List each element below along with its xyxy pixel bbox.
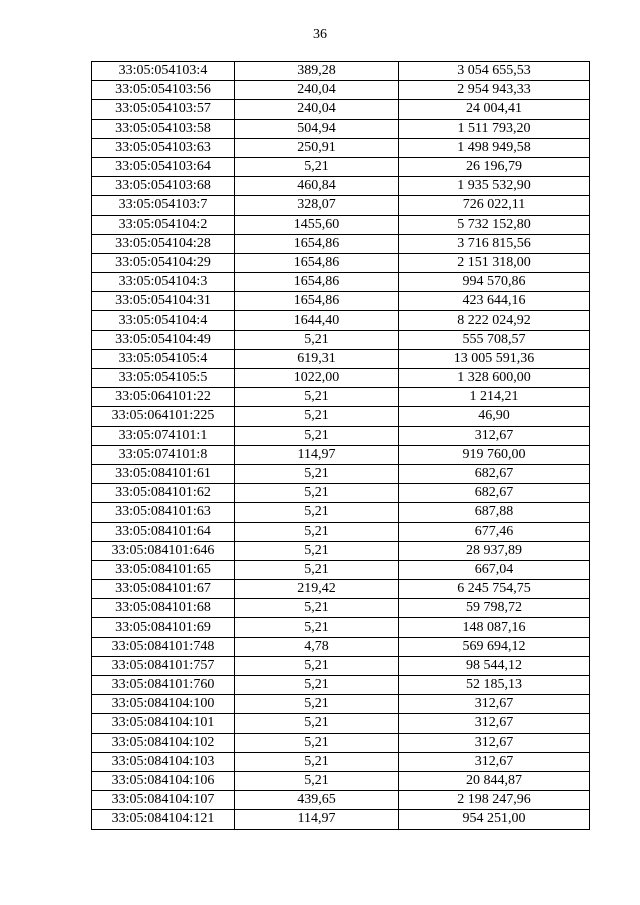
- cadastral-number-cell: 33:05:054103:56: [92, 81, 235, 100]
- cadastral-number-cell: 33:05:054103:63: [92, 138, 235, 157]
- value-cell: 2 954 943,33: [399, 81, 590, 100]
- value-cell: 13 005 591,36: [399, 349, 590, 368]
- table-row: [92, 292, 590, 311]
- value-cell: 98 544,12: [399, 656, 590, 675]
- area-cell: 504,94: [235, 119, 399, 138]
- value-cell: 312,67: [399, 426, 590, 445]
- cadastral-number-cell: 33:05:054104:31: [92, 292, 235, 311]
- cadastral-number-cell: 33:05:084104:106: [92, 771, 235, 790]
- area-cell: 1022,00: [235, 369, 399, 388]
- value-cell: 954 251,00: [399, 810, 590, 829]
- value-cell: 994 570,86: [399, 273, 590, 292]
- cadastral-number-cell: 33:05:054103:4: [92, 62, 235, 81]
- area-cell: 240,04: [235, 100, 399, 119]
- value-cell: 2 198 247,96: [399, 791, 590, 810]
- value-cell: 569 694,12: [399, 637, 590, 656]
- cadastral-number-cell: 33:05:054104:4: [92, 311, 235, 330]
- area-cell: 5,21: [235, 618, 399, 637]
- value-cell: 677,46: [399, 522, 590, 541]
- area-cell: 5,21: [235, 771, 399, 790]
- area-cell: 5,21: [235, 388, 399, 407]
- cadastral-number-cell: 33:05:064101:22: [92, 388, 235, 407]
- area-cell: 5,21: [235, 714, 399, 733]
- table-row: [92, 599, 590, 618]
- cadastral-number-cell: 33:05:054105:4: [92, 349, 235, 368]
- cadastral-number-cell: 33:05:084101:63: [92, 503, 235, 522]
- table-row: [92, 407, 590, 426]
- value-cell: 312,67: [399, 695, 590, 714]
- cadastral-number-cell: 33:05:084101:748: [92, 637, 235, 656]
- area-cell: 439,65: [235, 791, 399, 810]
- area-cell: 5,21: [235, 407, 399, 426]
- cadastral-number-cell: 33:05:084101:61: [92, 464, 235, 483]
- table-row: [92, 273, 590, 292]
- area-cell: 250,91: [235, 138, 399, 157]
- area-cell: 5,21: [235, 656, 399, 675]
- area-cell: 5,21: [235, 560, 399, 579]
- table-row: [92, 330, 590, 349]
- area-cell: 5,21: [235, 464, 399, 483]
- area-cell: 114,97: [235, 445, 399, 464]
- value-cell: 312,67: [399, 714, 590, 733]
- area-cell: 4,78: [235, 637, 399, 656]
- area-cell: 1654,86: [235, 292, 399, 311]
- value-cell: 2 151 318,00: [399, 253, 590, 272]
- area-cell: 240,04: [235, 81, 399, 100]
- value-cell: 919 760,00: [399, 445, 590, 464]
- cadastral-number-cell: 33:05:054104:3: [92, 273, 235, 292]
- area-cell: 5,21: [235, 330, 399, 349]
- table-row: [92, 157, 590, 176]
- area-cell: 219,42: [235, 580, 399, 599]
- cadastral-number-cell: 33:05:054103:58: [92, 119, 235, 138]
- value-cell: 687,88: [399, 503, 590, 522]
- table-row: [92, 311, 590, 330]
- table-row: [92, 580, 590, 599]
- area-cell: 5,21: [235, 541, 399, 560]
- table-row: [92, 388, 590, 407]
- cadastral-number-cell: 33:05:074101:1: [92, 426, 235, 445]
- table-row: [92, 196, 590, 215]
- cadastral-number-cell: 33:05:084101:69: [92, 618, 235, 637]
- value-cell: 555 708,57: [399, 330, 590, 349]
- value-cell: 28 937,89: [399, 541, 590, 560]
- area-cell: 389,28: [235, 62, 399, 81]
- table-row: [92, 464, 590, 483]
- cadastral-number-cell: 33:05:074101:8: [92, 445, 235, 464]
- area-cell: 1455,60: [235, 215, 399, 234]
- table-row: [92, 503, 590, 522]
- table-row: [92, 771, 590, 790]
- table-row: [92, 369, 590, 388]
- area-cell: 5,21: [235, 157, 399, 176]
- table-body: [92, 62, 590, 830]
- area-cell: 5,21: [235, 503, 399, 522]
- value-cell: 1 214,21: [399, 388, 590, 407]
- value-cell: 312,67: [399, 752, 590, 771]
- table-row: [92, 349, 590, 368]
- value-cell: 1 328 600,00: [399, 369, 590, 388]
- value-cell: 1 511 793,20: [399, 119, 590, 138]
- area-cell: 5,21: [235, 426, 399, 445]
- value-cell: 148 087,16: [399, 618, 590, 637]
- table-row: [92, 81, 590, 100]
- table-row: [92, 522, 590, 541]
- value-cell: 5 732 152,80: [399, 215, 590, 234]
- cadastral-number-cell: 33:05:084101:646: [92, 541, 235, 560]
- cadastral-number-cell: 33:05:084101:65: [92, 560, 235, 579]
- value-cell: 682,67: [399, 484, 590, 503]
- value-cell: 20 844,87: [399, 771, 590, 790]
- table-row: [92, 253, 590, 272]
- area-cell: 5,21: [235, 599, 399, 618]
- area-cell: 460,84: [235, 177, 399, 196]
- table-row: [92, 714, 590, 733]
- area-cell: 1654,86: [235, 253, 399, 272]
- table-row: [92, 560, 590, 579]
- value-cell: 682,67: [399, 464, 590, 483]
- cadastral-number-cell: 33:05:084104:103: [92, 752, 235, 771]
- table-row: [92, 119, 590, 138]
- area-cell: 328,07: [235, 196, 399, 215]
- area-cell: 1644,40: [235, 311, 399, 330]
- cadastral-number-cell: 33:05:084101:760: [92, 676, 235, 695]
- data-table: [91, 61, 590, 830]
- table-row: [92, 177, 590, 196]
- value-cell: 59 798,72: [399, 599, 590, 618]
- table-row: [92, 752, 590, 771]
- cadastral-number-cell: 33:05:054103:64: [92, 157, 235, 176]
- cadastral-number-cell: 33:05:054104:29: [92, 253, 235, 272]
- area-cell: 5,21: [235, 676, 399, 695]
- value-cell: 726 022,11: [399, 196, 590, 215]
- table-row: [92, 100, 590, 119]
- cadastral-number-cell: 33:05:084101:62: [92, 484, 235, 503]
- table-row: [92, 234, 590, 253]
- table-row: [92, 62, 590, 81]
- area-cell: 1654,86: [235, 273, 399, 292]
- table-row: [92, 810, 590, 829]
- value-cell: 667,04: [399, 560, 590, 579]
- value-cell: 312,67: [399, 733, 590, 752]
- cadastral-number-cell: 33:05:084101:64: [92, 522, 235, 541]
- table-row: [92, 215, 590, 234]
- value-cell: 3 054 655,53: [399, 62, 590, 81]
- value-cell: 52 185,13: [399, 676, 590, 695]
- page-number: 36: [313, 27, 327, 42]
- table-row: [92, 695, 590, 714]
- area-cell: 114,97: [235, 810, 399, 829]
- table-row: [92, 426, 590, 445]
- value-cell: 46,90: [399, 407, 590, 426]
- cadastral-number-cell: 33:05:054105:5: [92, 369, 235, 388]
- table-row: [92, 676, 590, 695]
- table-row: [92, 541, 590, 560]
- cadastral-number-cell: 33:05:054103:68: [92, 177, 235, 196]
- table-row: [92, 733, 590, 752]
- cadastral-number-cell: 33:05:084104:107: [92, 791, 235, 810]
- area-cell: 5,21: [235, 733, 399, 752]
- cadastral-number-cell: 33:05:054104:49: [92, 330, 235, 349]
- cadastral-number-cell: 33:05:064101:225: [92, 407, 235, 426]
- value-cell: 423 644,16: [399, 292, 590, 311]
- value-cell: 26 196,79: [399, 157, 590, 176]
- table-row: [92, 791, 590, 810]
- area-cell: 5,21: [235, 695, 399, 714]
- table-row: [92, 445, 590, 464]
- cadastral-number-cell: 33:05:084104:121: [92, 810, 235, 829]
- cadastral-number-cell: 33:05:084104:100: [92, 695, 235, 714]
- value-cell: 24 004,41: [399, 100, 590, 119]
- area-cell: 619,31: [235, 349, 399, 368]
- cadastral-number-cell: 33:05:054103:7: [92, 196, 235, 215]
- area-cell: 5,21: [235, 522, 399, 541]
- table-row: [92, 138, 590, 157]
- cadastral-number-cell: 33:05:084104:101: [92, 714, 235, 733]
- table-row: [92, 484, 590, 503]
- value-cell: 3 716 815,56: [399, 234, 590, 253]
- area-cell: 5,21: [235, 484, 399, 503]
- cadastral-number-cell: 33:05:054104:28: [92, 234, 235, 253]
- cadastral-number-cell: 33:05:084101:68: [92, 599, 235, 618]
- value-cell: 8 222 024,92: [399, 311, 590, 330]
- value-cell: 1 935 532,90: [399, 177, 590, 196]
- cadastral-number-cell: 33:05:084104:102: [92, 733, 235, 752]
- cadastral-number-cell: 33:05:084101:757: [92, 656, 235, 675]
- table-row: [92, 637, 590, 656]
- table-row: [92, 618, 590, 637]
- area-cell: 1654,86: [235, 234, 399, 253]
- table-row: [92, 656, 590, 675]
- area-cell: 5,21: [235, 752, 399, 771]
- cadastral-number-cell: 33:05:054103:57: [92, 100, 235, 119]
- value-cell: 1 498 949,58: [399, 138, 590, 157]
- value-cell: 6 245 754,75: [399, 580, 590, 599]
- cadastral-number-cell: 33:05:084101:67: [92, 580, 235, 599]
- cadastral-number-cell: 33:05:054104:2: [92, 215, 235, 234]
